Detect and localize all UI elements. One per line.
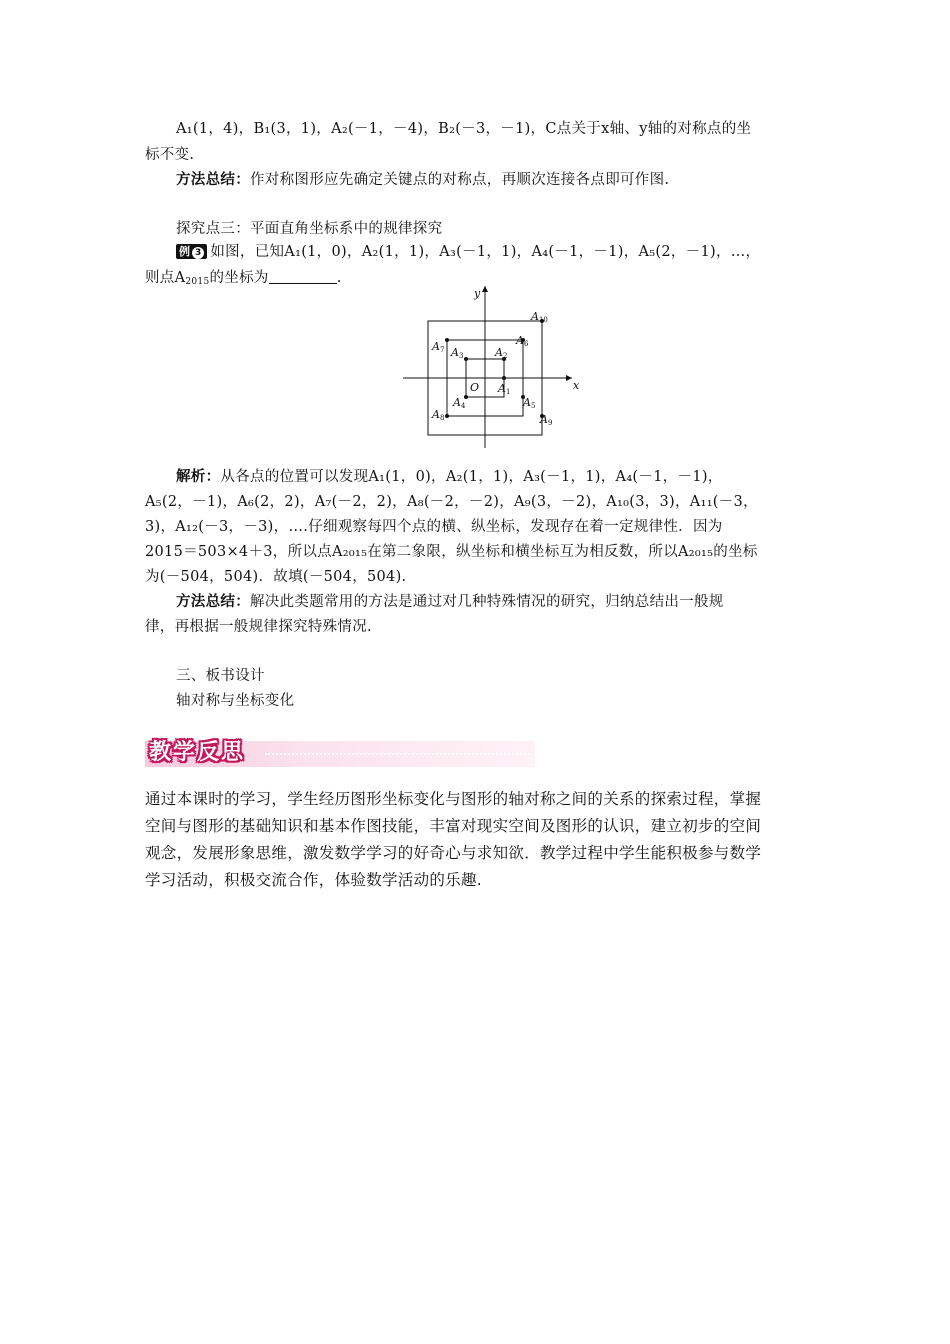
label-a1: A1 <box>498 382 511 396</box>
example-3-line-2: 则点$A_{2015}$的坐标为 . <box>145 270 342 287</box>
label-a5: A5 <box>523 396 536 410</box>
label-a9: A9 <box>540 413 553 427</box>
origin-label: O <box>470 381 480 394</box>
example-text: 如图，已知A₁(1，0)，A₂(1，1)，A₃(－1，1)，A₄(－1，－1)，A₅(2，－1)，…， <box>210 244 761 260</box>
teaching-reflection-banner <box>145 733 535 769</box>
method-summary-1 <box>176 170 806 190</box>
y-axis-arrow <box>482 286 488 292</box>
solution-line-3: 3)，A₁₂(－3，－3)，….仔细观察每四个点的横、纵坐标，发现存在着一定规律性．因为 <box>145 519 723 535</box>
label-a2: A2 <box>495 346 508 360</box>
label-a6: A6 <box>516 334 529 348</box>
label-a7: A7 <box>432 340 445 354</box>
reflection-line-2: 空间与图形的基础知识和基本作图技能，丰富对现实空间及图形的认识，建立初步的空间 <box>145 817 762 835</box>
point-a3 <box>464 357 468 361</box>
banner-title: 教学反思 <box>149 740 246 765</box>
answer-blank <box>269 269 337 284</box>
solution-line-1: 解析：从各点的位置可以发现A₁(1，0)，A₂(1，1)，A₃(－1，1)，A₄(－1，－1)， <box>176 469 723 485</box>
label-a4: A4 <box>453 396 466 410</box>
solution-label: 解析： <box>176 469 221 485</box>
label-a8: A8 <box>432 408 445 422</box>
example-3-line-1 <box>176 242 806 262</box>
x-axis-arrow <box>566 375 572 381</box>
reflection-line-4: 学习活动，积极交流合作，体验数学活动的乐趣. <box>145 871 483 889</box>
solution-line-5: 为(－504，504)．故填(－504，504). <box>145 569 407 585</box>
method-summary-label: 方法总结： <box>176 172 250 188</box>
coordinate-figure <box>400 282 590 452</box>
method-summary-2: 方法总结：解决此类题常用的方法是通过对几种特殊情况的研究，归纳总结出一般规 <box>176 594 724 610</box>
method-summary-text: 作对称图形应先确定关键点的对称点，再顺次连接各点即可作图. <box>250 172 670 188</box>
point-a1 <box>502 376 506 380</box>
point-a7 <box>445 338 449 342</box>
solution-line-2: A₅(2，－1)，A₆(2，2)，A₇(－2，2)，A₈(－2，－2)，A₉(3，－2)，A₁₀(3，3)，A₁₁(－3， <box>145 494 758 510</box>
label-a3: A3 <box>451 346 464 360</box>
point-a8 <box>445 414 449 418</box>
method-summary-2-line-2: 律，再根据一般规律探究特殊情况. <box>145 619 372 635</box>
banner-dots <box>265 753 530 755</box>
reflection-line-1: 通过本课时的学习，学生经历图形坐标变化与图形的轴对称之间的关系的探索过程，掌握 <box>145 790 762 808</box>
reflection-line-3: 观念，发展形象思维，激发数学学习的好奇心与求知欲．教学过程中学生能积极参与数学 <box>145 844 762 862</box>
method-summary-label: 方法总结： <box>176 594 250 610</box>
board-design-title: 三、板书设计 <box>176 668 265 684</box>
board-design-subtitle: 轴对称与坐标变化 <box>176 693 295 709</box>
solution-line-4: 2015＝503×4＋3，所以点A₂₀₁₅在第二象限，纵坐标和横坐标互为相反数，所以A₂₀₁₅的坐标 <box>145 544 758 560</box>
text-line: A₁(1，4)，B₁(3，1)，A₂(－1，－4)，B₂(－3，－1)，C点关于x轴、y轴的对称点的坐 <box>176 121 752 137</box>
point-a4 <box>464 395 468 399</box>
text-line: 标不变. <box>145 147 195 163</box>
example-badge: 例 3 <box>176 244 207 259</box>
y-axis-label: y <box>474 287 481 300</box>
section-title: 探究点三：平面直角坐标系中的规律探究 <box>176 221 443 237</box>
x-axis-label: x <box>573 379 580 392</box>
label-a10: A10 <box>531 310 548 324</box>
